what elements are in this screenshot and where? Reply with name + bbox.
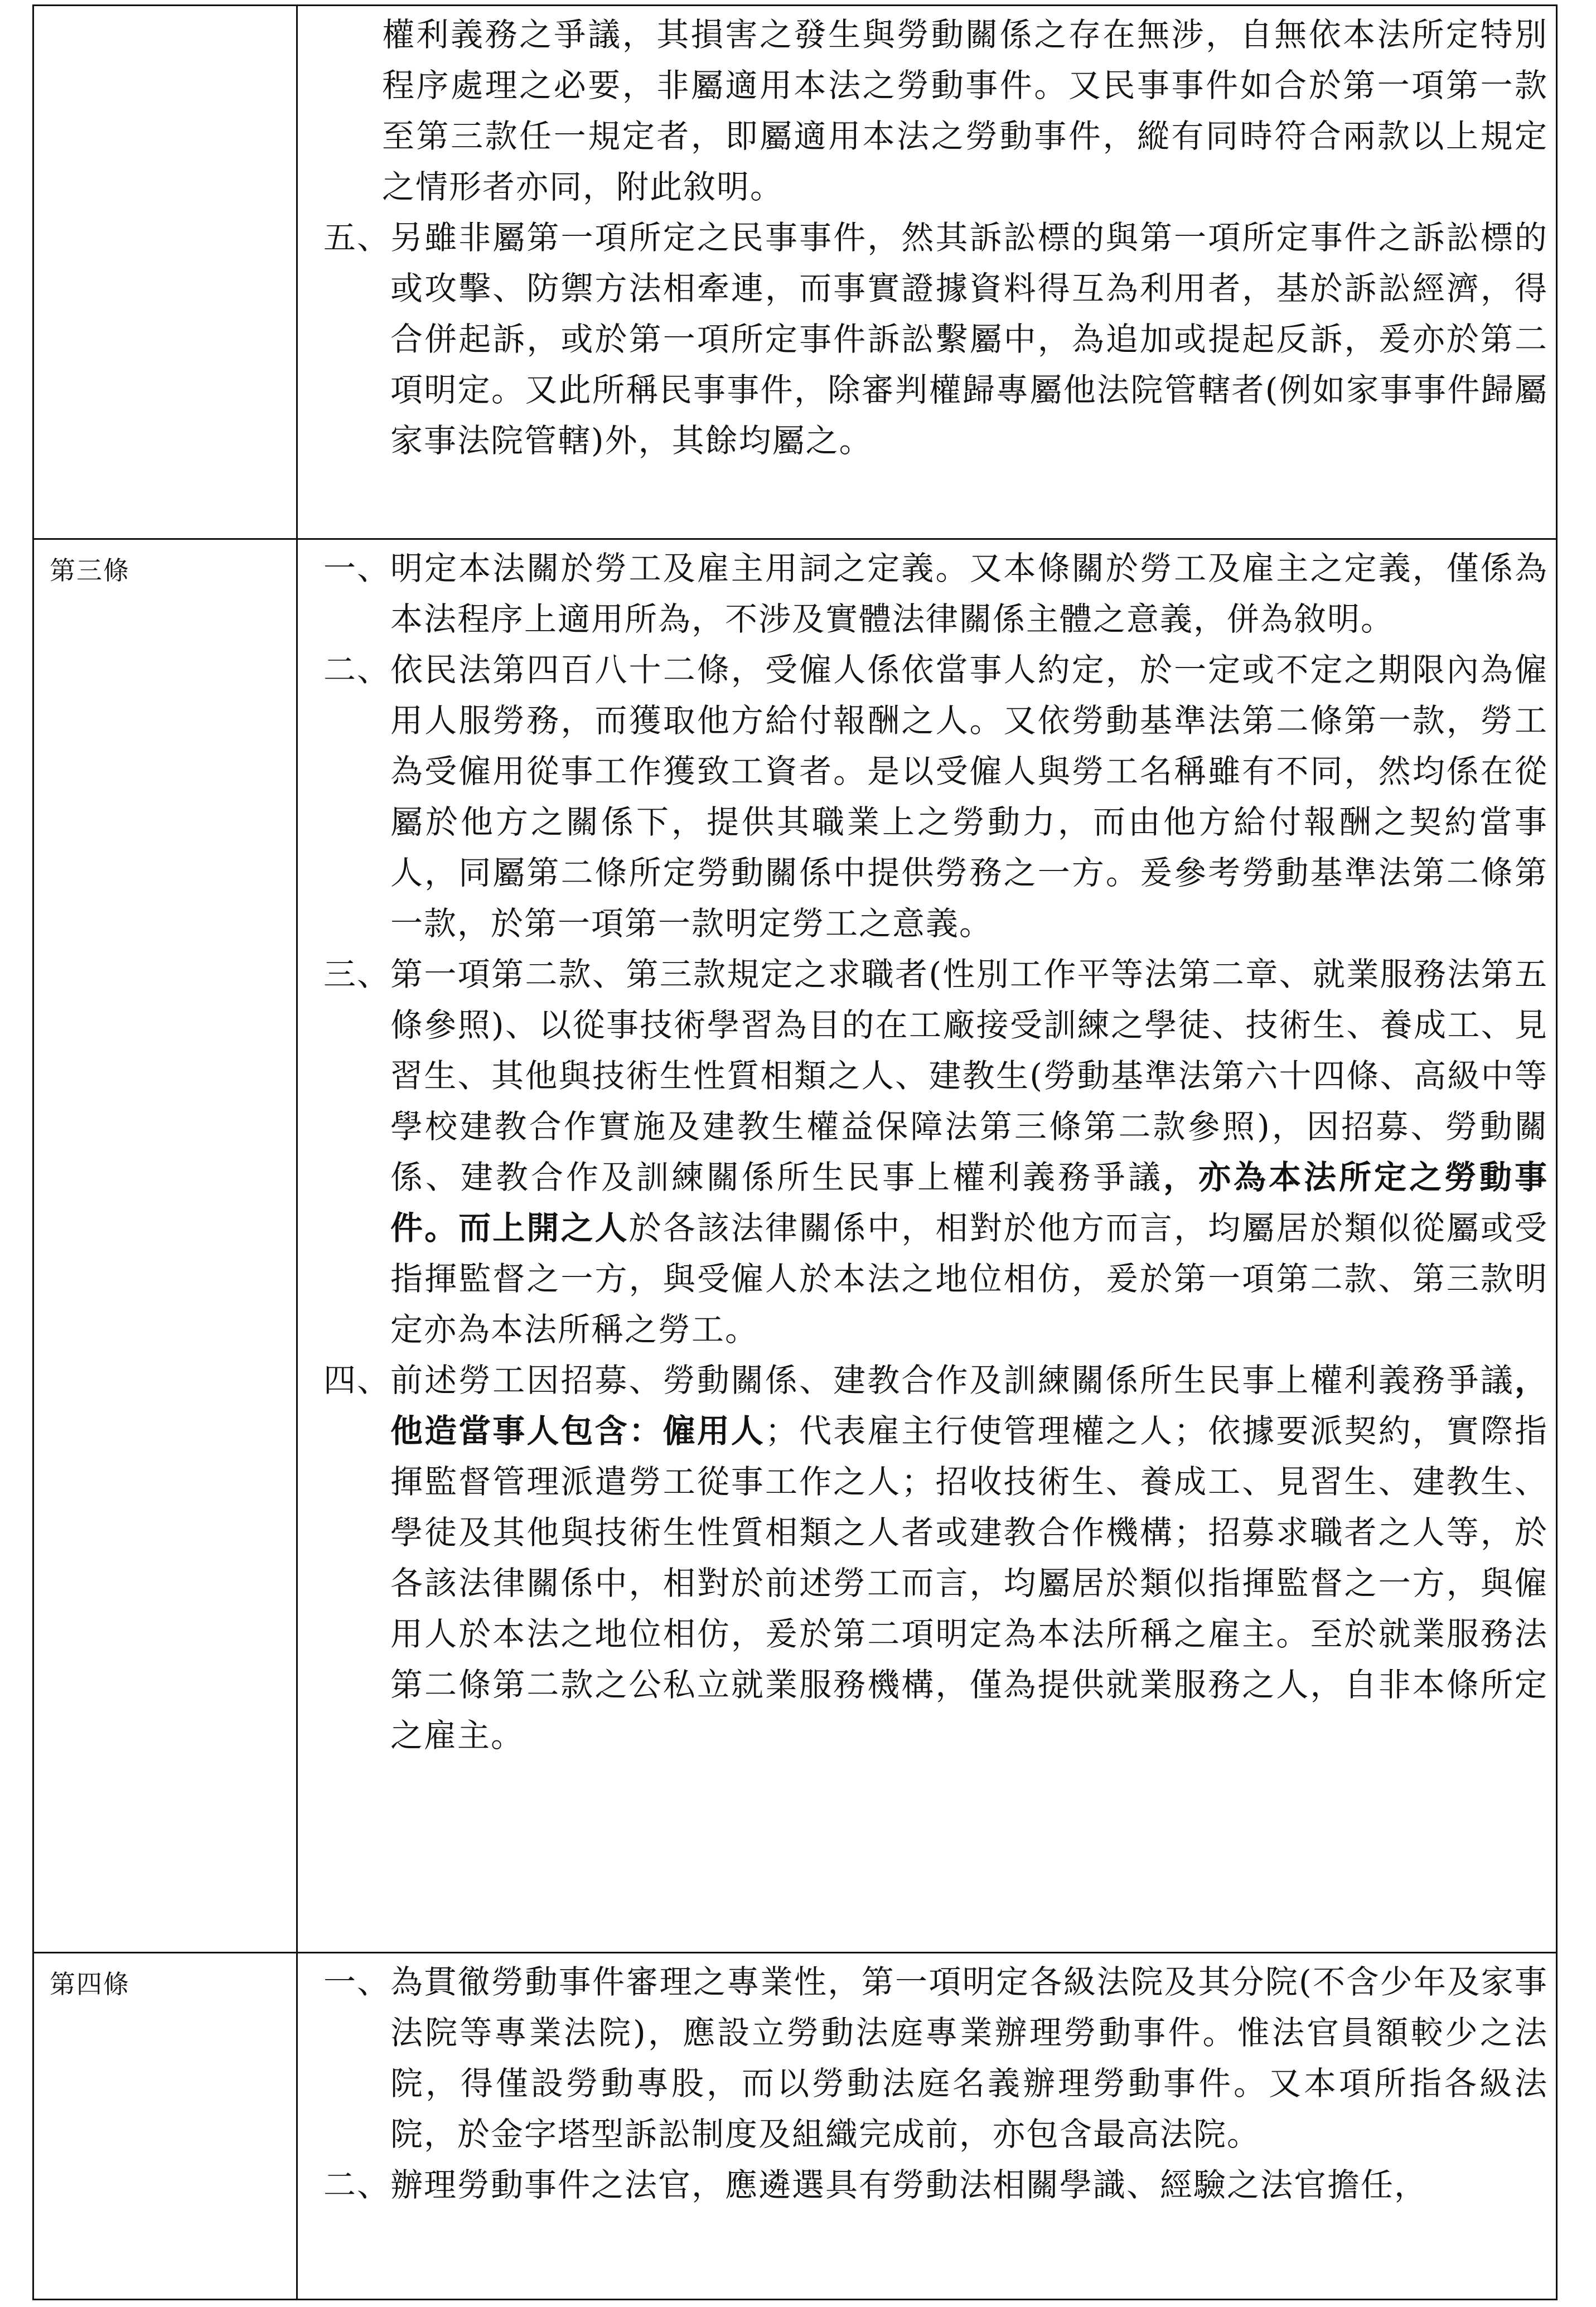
bold-text: ，亦為本法所定之勞動事件。而上開之人 (390, 1158, 1548, 1247)
article-label: 第三條 (50, 555, 130, 586)
article-cell (33, 539, 297, 1953)
item-text: 前述勞工因招募、勞動關係、建教合作及訓練關係所生民事上權利義務爭議，他造當事人包含：僱用人；代表雇主行使管理權之人；依據要派契約，實際指揮監督管理派遣勞工從事工作之人；招收技術生、養成工、見習生、建教生、學徒及其他與技術生性質相類之人者或建教合作機構；招募求職者之人等，於各該法律關係中，相對於前述勞工而言，均屬居於類似指揮監督之一方，與僱用人於本法之地位相仿，爰於第二項明定為本法所稱之雇主。至於就業服務法第二條第二款之公私立就業服務機構，僅為提供就業服務之人，自非本條所定之雇主。 (390, 1361, 1548, 1754)
table-row (33, 6, 1557, 539)
item-number: 二、 (323, 2166, 391, 2204)
list-item (323, 949, 1548, 1355)
table-row (33, 539, 1557, 1953)
list-item (323, 1957, 1548, 2160)
item-number: 一、 (323, 549, 391, 587)
list-item (323, 2160, 1548, 2211)
item-number: 三、 (323, 955, 391, 993)
explanation-cell (297, 6, 1557, 539)
item-number: 五、 (323, 219, 391, 257)
list-item (323, 1355, 1548, 1761)
list-item (323, 212, 1548, 466)
article-cell (33, 6, 297, 539)
article-label (34, 6, 296, 12)
item-text: 第一項第二款、第三款規定之求職者(性別工作平等法第二章、就業服務法第五條參照)、以從事技術學習為目的在工廠接受訓練之學徒、技術生、養成工、見習生、其他與技術生性質相類之人、建教生(勞動基準法第六十四條、高級中等學校建教合作實施及建教生權益保障法第三條第二款參照)，因招募、勞動關係、建教合作及訓練關係所生民事上權利義務爭議，亦為本法所定之勞動事件。而上開之人於各該法律關係中，相對於他方而言，均屬居於類似從屬或受指揮監督之一方，與受僱人於本法之地位相仿，爰於第一項第二款、第三款明定亦為本法所稱之勞工。 (390, 955, 1548, 1348)
article-cell (33, 1953, 297, 2300)
table-row (33, 1953, 1557, 2300)
article-label: 第四條 (50, 1969, 130, 1999)
item-number: 四、 (323, 1361, 391, 1399)
item-number: 二、 (323, 651, 391, 689)
continued-paragraph: 權利義務之爭議，其損害之發生與勞動關係之存在無涉，自無依本法所定特別程序處理之必要，非屬適用本法之勞動事件。又民事事件如合於第一項第一款至第三款任一規定者，即屬適用本法之勞動事件，縱有同時符合兩款以上規定之情形者亦同，附此敘明。 (382, 16, 1548, 206)
item-text: 明定本法關於勞工及雇主用詞之定義。又本條關於勞工及雇主之定義，僅係為本法程序上適用所為，不涉及實體法律關係主體之意義，併為敘明。 (390, 549, 1548, 638)
list-item (323, 645, 1548, 949)
explanation-cell (297, 539, 1557, 1953)
item-text: 為貫徹勞動事件審理之專業性，第一項明定各級法院及其分院(不含少年及家事法院等專業法院)，應設立勞動法庭專業辦理勞動事件。惟法官員額較少之法院，得僅設勞動專股，而以勞動法庭名義辦理勞動事件。又本項所指各級法院，於金字塔型訴訟制度及組織完成前，亦包含最高法院。 (390, 1963, 1548, 2153)
bold-text: ，他造當事人包含：僱用人 (390, 1361, 1548, 1450)
item-text: 另雖非屬第一項所定之民事事件，然其訴訟標的與第一項所定事件之訴訟標的或攻擊、防禦方法相牽連，而事實證據資料得互為利用者，基於訴訟經濟，得合併起訴，或於第一項所定事件訴訟繫屬中，為追加或提起反訴，爰亦於第二項明定。又此所稱民事事件，除審判權歸專屬他法院管轄者(例如家事事件歸屬家事法院管轄)外，其餘均屬之。 (390, 219, 1548, 460)
item-number: 一、 (323, 1963, 391, 2001)
legislative-explanation-table (32, 4, 1558, 2300)
explanation-cell (297, 1953, 1557, 2300)
item-text: 依民法第四百八十二條，受僱人係依當事人約定，於一定或不定之期限內為僱用人服勞務，而獲取他方給付報酬之人。又依勞動基準法第二條第一款，勞工為受僱用從事工作獲致工資者。是以受僱人與勞工名稱雖有不同，然均係在從屬於他方之關係下，提供其職業上之勞動力，而由他方給付報酬之契約當事人，同屬第二條所定勞動關係中提供勞務之一方。爰參考勞動基準法第二條第一款，於第一項第一款明定勞工之意義。 (390, 651, 1548, 942)
item-text: 辦理勞動事件之法官，應遴選具有勞動法相關學識、經驗之法官擔任， (390, 2166, 1428, 2204)
list-item (323, 543, 1548, 645)
